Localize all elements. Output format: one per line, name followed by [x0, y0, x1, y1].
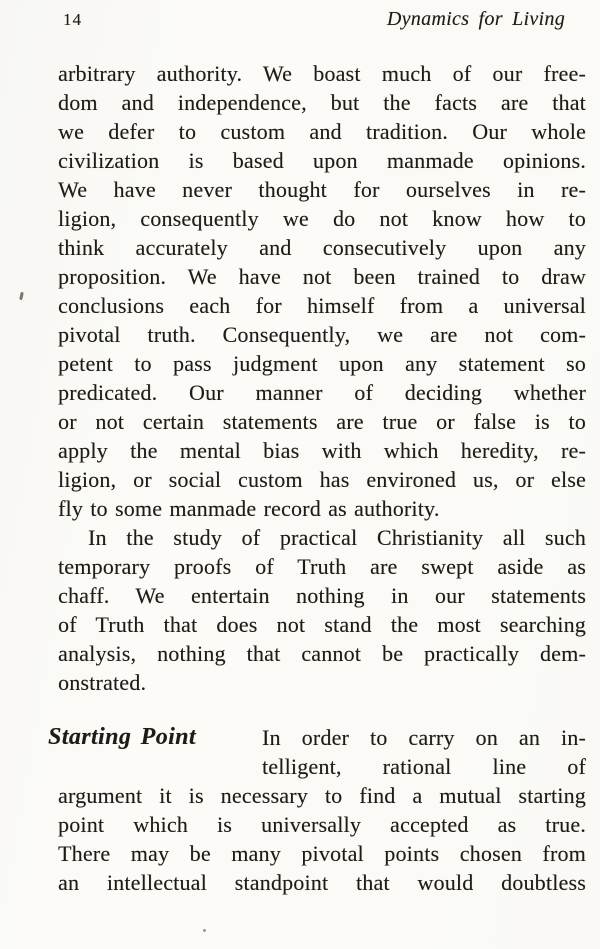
text-line: arbitrary authority. We boast much of our free-	[58, 61, 586, 86]
text-line: argument it is necessary to find a mutual starting	[58, 783, 586, 808]
text-line: proposition. We have not been trained to draw	[58, 264, 586, 289]
text-line: ligion, consequently we do not know how to	[58, 206, 586, 231]
section-full-text	[58, 781, 586, 897]
text-line: pivotal truth. Consequently, we are not com-	[58, 322, 586, 347]
text-line: petent to pass judgment upon any statement so	[58, 351, 586, 376]
text-line: or not certain statements are true or false is to	[58, 409, 586, 434]
text-line: fly to some manmade record as authority.	[58, 496, 440, 521]
scan-speck	[203, 929, 206, 932]
text-line: civilization is based upon manmade opinions.	[58, 148, 586, 173]
text-line: an intellectual standpoint that would doubtless	[58, 870, 586, 895]
text-line: There may be many pivotal points chosen from	[58, 841, 586, 866]
text-line: point which is universally accepted as true.	[58, 812, 586, 837]
text-line: chaff. We entertain nothing in our statements	[58, 583, 586, 608]
text-line: We have never thought for ourselves in re-	[58, 177, 586, 202]
text-line: telligent, rational line of	[262, 754, 586, 779]
running-title: Dynamics for Living	[386, 8, 565, 30]
paragraph-2	[58, 523, 586, 697]
text-line: In order to carry on an in-	[262, 725, 586, 750]
section-heading-row	[48, 723, 586, 781]
text-line: dom and independence, but the facts are that	[58, 90, 586, 115]
text-line: onstrated.	[58, 670, 147, 695]
page-number: 14	[63, 10, 82, 29]
text-line: ligion, or social custom has environed us, or else	[58, 467, 586, 492]
paragraph-continuation	[58, 59, 586, 523]
text-line: of Truth that does not stand the most searching	[58, 612, 586, 637]
text-line: temporary proofs of Truth are swept aside as	[58, 554, 586, 579]
page-header	[58, 8, 586, 38]
text-line: think accurately and consecutively upon any	[58, 235, 586, 260]
scan-speck	[19, 292, 24, 300]
text-line: apply the mental bias with which heredity, re-	[58, 438, 586, 463]
page-body	[48, 59, 586, 897]
text-line: analysis, nothing that cannot be practically dem-	[58, 641, 586, 666]
text-line: conclusions each for himself from a universal	[58, 293, 586, 318]
section-starting-point	[48, 723, 586, 897]
text-line: predicated. Our manner of deciding whether	[58, 380, 586, 405]
text-line: we defer to custom and tradition. Our whole	[58, 119, 586, 144]
section-heading: Starting Point	[48, 724, 196, 750]
section-column-text	[262, 723, 586, 781]
text-line: In the study of practical Christianity all such	[88, 525, 586, 550]
